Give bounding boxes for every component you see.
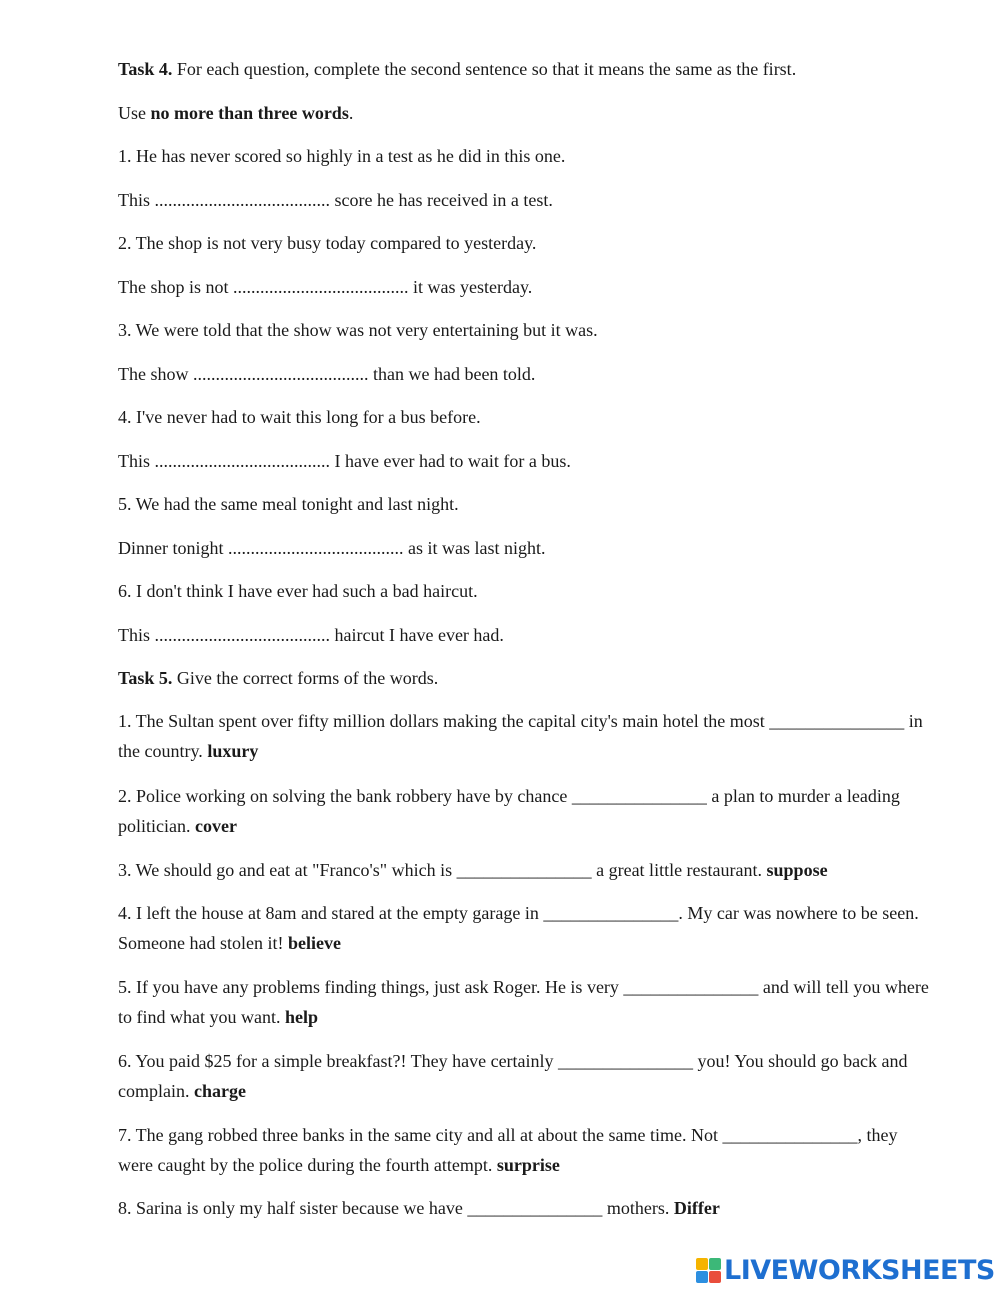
- logo-text: LIVEWORKSHEETS: [724, 1254, 995, 1286]
- logo-block-4: [709, 1271, 721, 1283]
- task5-item-3[interactable]: [118, 855, 933, 885]
- task5-item-text: 1. The Sultan spent over fifty million dollars making the capital city's main hotel the most _______________ in the country.: [118, 711, 923, 761]
- task5-root-word: charge: [193, 1081, 246, 1101]
- task4-question-5: 5. We had the same meal tonight and last night.: [118, 494, 459, 514]
- task5-item-7[interactable]: [118, 1120, 933, 1180]
- task5-item-text: 4. I left the house at 8am and stared at the empty garage in _______________. My car was nowhere to be seen. Someone had stolen it!: [118, 903, 919, 953]
- task5-item-5[interactable]: [118, 972, 933, 1032]
- task4-label: Task 4.: [118, 59, 173, 79]
- task4-answer-1[interactable]: This ....................................... score he has received in a test.: [118, 190, 553, 210]
- logo-block-3: [696, 1271, 708, 1283]
- task4-answer-2[interactable]: The shop is not ....................................... it was yesterday.: [118, 277, 533, 297]
- task4-description: For each question, complete the second sentence so that it means the same as the first.: [172, 59, 797, 79]
- task5-item-text: 8. Sarina is only my half sister because we have _______________ mothers.: [118, 1198, 674, 1218]
- logo-blocks-icon: [696, 1258, 721, 1283]
- task5-root-word: help: [284, 1007, 318, 1027]
- task5-root-word: luxury: [207, 741, 259, 761]
- task5-root-word: suppose: [766, 860, 828, 880]
- task4-question-6: 6. I don't think I have ever had such a bad haircut.: [118, 581, 478, 601]
- task4-instruction: [118, 102, 353, 124]
- task4-question-2: 2. The shop is not very busy today compared to yesterday.: [118, 233, 537, 253]
- task5-item-1[interactable]: [118, 706, 933, 766]
- task4-answer-4[interactable]: This ....................................... I have ever had to wait for a bus.: [118, 451, 571, 471]
- task4-answer-3[interactable]: The show ....................................... than we had been told.: [118, 364, 536, 384]
- instruction-suffix: .: [348, 103, 354, 123]
- logo-block-2: [709, 1258, 721, 1270]
- task5-item-text: 5. If you have any problems finding things, just ask Roger. He is very _______________ and will tell you where to find what you want.: [118, 977, 929, 1027]
- task5-root-word: Differ: [673, 1198, 720, 1218]
- task4-answer-6[interactable]: This ....................................... haircut I have ever had.: [118, 625, 504, 645]
- task4-question-4: 4. I've never had to wait this long for a bus before.: [118, 407, 481, 427]
- task4-question-1: 1. He has never scored so highly in a test as he did in this one.: [118, 146, 566, 166]
- instruction-prefix: Use: [118, 103, 151, 123]
- instruction-emphasis: no more than three words: [150, 103, 349, 123]
- task5-heading: [118, 667, 438, 689]
- task5-item-2[interactable]: [118, 781, 933, 841]
- task5-item-text: 3. We should go and eat at "Franco's" which is _______________ a great little restaurant.: [118, 860, 767, 880]
- logo-block-1: [696, 1258, 708, 1270]
- task5-root-word: believe: [287, 933, 341, 953]
- task4-heading: [118, 58, 796, 80]
- task5-item-text: 2. Police working on solving the bank robbery have by chance _______________ a plan to murder a leading politician.: [118, 786, 900, 836]
- task5-root-word: surprise: [496, 1155, 560, 1175]
- task5-label: Task 5.: [118, 668, 173, 688]
- task5-description: Give the correct forms of the words.: [172, 668, 439, 688]
- task5-root-word: cover: [194, 816, 237, 836]
- task4-answer-5[interactable]: Dinner tonight ....................................... as it was last night.: [118, 538, 546, 558]
- task5-item-text: 7. The gang robbed three banks in the same city and all at about the same time. Not _______________, they were caught by the police during the fourth attempt.: [118, 1125, 898, 1175]
- task5-item-4[interactable]: [118, 898, 933, 958]
- task5-item-8[interactable]: [118, 1193, 933, 1223]
- task5-item-6[interactable]: [118, 1046, 933, 1106]
- task5-item-text: 6. You paid $25 for a simple breakfast?! They have certainly _______________ you! You should go back and complain.: [118, 1051, 908, 1101]
- task4-question-3: 3. We were told that the show was not very entertaining but it was.: [118, 320, 598, 340]
- liveworksheets-logo: [696, 1252, 995, 1288]
